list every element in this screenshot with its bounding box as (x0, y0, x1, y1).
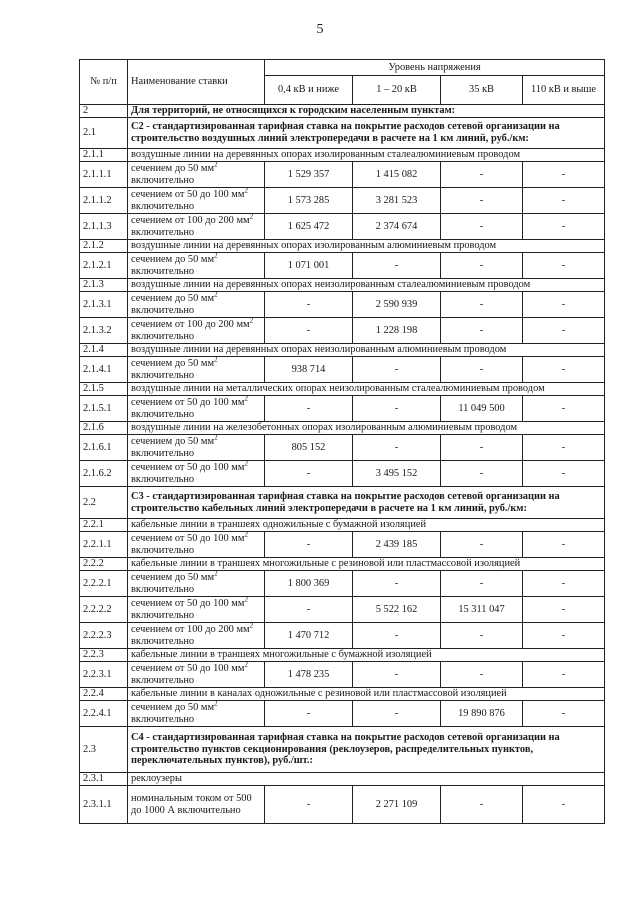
rate-value: - (353, 662, 441, 688)
table-row (80, 727, 605, 773)
row-number: 2.2 (80, 487, 128, 519)
rate-value: - (441, 357, 523, 383)
rate-value: - (523, 357, 605, 383)
superscript: 2 (244, 186, 248, 195)
rate-value: - (523, 461, 605, 487)
rate-value: 1 800 369 (265, 571, 353, 597)
section-title: реклоузеры (128, 773, 605, 786)
rate-name: сечением от 50 до 100 $мм^2$ включительно (128, 461, 265, 487)
row-number: 2.1.6.1 (80, 435, 128, 461)
rate-value: - (265, 396, 353, 422)
rate-name: сечением до 50 $мм^2$ включительно (128, 701, 265, 727)
superscript: 2 (214, 355, 218, 364)
rate-value: - (353, 623, 441, 649)
row-number: 2.2.4.1 (80, 701, 128, 727)
table-row (80, 701, 605, 727)
rate-name: сечением от 100 до 200 $мм^2$ включительно (128, 623, 265, 649)
row-number: 2.3.1 (80, 773, 128, 786)
row-number: 2.1.1.3 (80, 214, 128, 240)
rate-value: - (441, 318, 523, 344)
rate-value: 1 573 285 (265, 188, 353, 214)
table-row (80, 532, 605, 558)
row-number: 2.1.5 (80, 383, 128, 396)
rate-value: - (441, 188, 523, 214)
row-number: 2.1.2.1 (80, 253, 128, 279)
rate-value: 11 049 500 (441, 396, 523, 422)
superscript: 2 (244, 459, 248, 468)
rate-value: - (523, 318, 605, 344)
superscript: 2 (214, 699, 218, 708)
row-number: 2.1.1.2 (80, 188, 128, 214)
col-header-v1: 0,4 кВ и ниже (265, 76, 353, 105)
table-row (80, 435, 605, 461)
table-row (80, 162, 605, 188)
superscript: 2 (244, 595, 248, 604)
section-title: С4 - стандартизированная тарифная ставка на покрытие расходов сетевой организации на строительство пунктов секционирования (реклоузеров, распределительных пунктов, переключательных пунктов), руб./шт.: (128, 727, 605, 773)
rate-value: - (523, 253, 605, 279)
rate-value: 805 152 (265, 435, 353, 461)
rate-value: - (265, 701, 353, 727)
table-row (80, 649, 605, 662)
table-row (80, 623, 605, 649)
superscript: 2 (214, 290, 218, 299)
table-row (80, 597, 605, 623)
rate-value: - (441, 162, 523, 188)
superscript: 2 (214, 569, 218, 578)
rate-name: номинальным током от 500 до 1000 А включительно (128, 786, 265, 824)
rate-value: - (353, 396, 441, 422)
rate-value: - (523, 786, 605, 824)
row-number: 2.1.3 (80, 279, 128, 292)
rate-value: 15 311 047 (441, 597, 523, 623)
section-title: воздушные линии на деревянных опорах изолированным сталеалюминиевым проводом (128, 149, 605, 162)
table-row (80, 357, 605, 383)
superscript: 2 (244, 394, 248, 403)
rate-value: - (523, 292, 605, 318)
row-number: 2.1.1.1 (80, 162, 128, 188)
rate-value: - (523, 571, 605, 597)
rate-value: - (523, 662, 605, 688)
superscript: 2 (244, 530, 248, 539)
rate-name: сечением от 50 до 100 $мм^2$ включительно (128, 188, 265, 214)
rate-value: - (441, 532, 523, 558)
rate-name: сечением от 50 до 100 $мм^2$ включительно (128, 597, 265, 623)
table-row (80, 149, 605, 162)
row-number: 2.1.6 (80, 422, 128, 435)
superscript: 2 (214, 160, 218, 169)
col-header-v4: 110 кВ и выше (523, 76, 605, 105)
rate-value: - (441, 214, 523, 240)
rate-value: 1 478 235 (265, 662, 353, 688)
row-number: 2.1.3.1 (80, 292, 128, 318)
header-row (80, 60, 605, 76)
row-number: 2.1 (80, 118, 128, 149)
section-title: воздушные линии на деревянных опорах изолированным алюминиевым проводом (128, 240, 605, 253)
table-row (80, 188, 605, 214)
rate-value: - (523, 396, 605, 422)
table-row (80, 344, 605, 357)
rate-value: 1 071 001 (265, 253, 353, 279)
row-number: 2.2.2.3 (80, 623, 128, 649)
rate-name: сечением до 50 $мм^2$ включительно (128, 357, 265, 383)
table-row (80, 105, 605, 118)
col-header-voltage-level: Уровень напряжения (265, 60, 605, 76)
table-row (80, 292, 605, 318)
rate-value: - (523, 435, 605, 461)
row-number: 2.2.1.1 (80, 532, 128, 558)
row-number: 2.2.2.1 (80, 571, 128, 597)
row-number: 2.3 (80, 727, 128, 773)
rate-value: - (353, 701, 441, 727)
superscript: 2 (249, 212, 254, 221)
superscript: 2 (214, 251, 218, 260)
rate-value: - (441, 662, 523, 688)
col-header-name: Наименование ставки (128, 60, 265, 105)
section-title: воздушные линии на железобетонных опорах изолированным алюминиевым проводом (128, 422, 605, 435)
row-number: 2.1.1 (80, 149, 128, 162)
rate-name: сечением до 50 $мм^2$ включительно (128, 435, 265, 461)
rate-name: сечением от 50 до 100 $мм^2$ включительно (128, 532, 265, 558)
section-title: воздушные линии на деревянных опорах неизолированным сталеалюминиевым проводом (128, 279, 605, 292)
row-number: 2.2.3 (80, 649, 128, 662)
col-header-v3: 35 кВ (441, 76, 523, 105)
rate-value: - (353, 571, 441, 597)
table-row (80, 519, 605, 532)
rate-value: - (441, 786, 523, 824)
rate-value: - (441, 461, 523, 487)
rate-value: - (265, 318, 353, 344)
section-title: кабельные линии в траншеях многожильные с бумажной изоляцией (128, 649, 605, 662)
rate-value: - (265, 597, 353, 623)
table-row (80, 396, 605, 422)
rate-value: - (353, 435, 441, 461)
table-row (80, 571, 605, 597)
rate-value: 1 228 198 (353, 318, 441, 344)
row-number: 2.1.4.1 (80, 357, 128, 383)
rate-value: 1 415 082 (353, 162, 441, 188)
superscript: 2 (249, 621, 254, 630)
rate-value: - (523, 623, 605, 649)
rate-name: сечением до 50 $мм^2$ включительно (128, 162, 265, 188)
table-row (80, 786, 605, 824)
table-row (80, 773, 605, 786)
rate-value: 938 714 (265, 357, 353, 383)
rate-value: 3 495 152 (353, 461, 441, 487)
rate-value: - (523, 214, 605, 240)
row-number: 2.1.5.1 (80, 396, 128, 422)
table-row (80, 279, 605, 292)
rate-value: 1 625 472 (265, 214, 353, 240)
rate-value: 2 590 939 (353, 292, 441, 318)
rate-value: 5 522 162 (353, 597, 441, 623)
rate-value: - (523, 162, 605, 188)
rate-name: сечением до 50 $мм^2$ включительно (128, 571, 265, 597)
rate-name: сечением от 100 до 200 $мм^2$ включительно (128, 214, 265, 240)
rate-value: 3 281 523 (353, 188, 441, 214)
rate-value: - (353, 357, 441, 383)
table-row (80, 422, 605, 435)
rate-value: 19 890 876 (441, 701, 523, 727)
row-number: 2.1.4 (80, 344, 128, 357)
row-number: 2.2.2 (80, 558, 128, 571)
rate-value: - (441, 435, 523, 461)
rate-name: сечением от 50 до 100 $мм^2$ включительно (128, 662, 265, 688)
section-title: кабельные линии в траншеях многожильные с резиновой или пластмассовой изоляцией (128, 558, 605, 571)
section-title: кабельные линии в траншеях одножильные с бумажной изоляцией (128, 519, 605, 532)
rate-value: 2 439 185 (353, 532, 441, 558)
section-title: С2 - стандартизированная тарифная ставка на покрытие расходов сетевой организации на строительство воздушных линий электропередачи в расчете на 1 км линий, руб./км: (128, 118, 605, 149)
row-number: 2.2.2.2 (80, 597, 128, 623)
rate-value: - (523, 188, 605, 214)
table-row (80, 253, 605, 279)
rate-value: - (441, 571, 523, 597)
table-row (80, 487, 605, 519)
rate-value: - (523, 532, 605, 558)
section-title: С3 - стандартизированная тарифная ставка на покрытие расходов сетевой организации на строительство кабельных линий электропередачи в расчете на 1 км линий, руб./км: (128, 487, 605, 519)
rate-value: - (523, 597, 605, 623)
superscript: 2 (244, 660, 248, 669)
row-number: 2.3.1.1 (80, 786, 128, 824)
rate-name: сечением до 50 $мм^2$ включительно (128, 292, 265, 318)
rate-value: - (353, 253, 441, 279)
table-row (80, 318, 605, 344)
page-number: 5 (316, 22, 324, 37)
row-number: 2.2.3.1 (80, 662, 128, 688)
section-title: кабельные линии в каналах одножильные с резиновой или пластмассовой изоляцией (128, 688, 605, 701)
rate-value: - (441, 623, 523, 649)
section-title: воздушные линии на деревянных опорах неизолированным алюминиевым проводом (128, 344, 605, 357)
section-title: воздушные линии на металлических опорах неизолированным сталеалюминиевым проводом (128, 383, 605, 396)
row-number: 2.1.3.2 (80, 318, 128, 344)
row-number: 2.2.4 (80, 688, 128, 701)
rate-value: 1 470 712 (265, 623, 353, 649)
row-number: 2 (80, 105, 128, 118)
rate-value: - (523, 701, 605, 727)
row-number: 2.1.2 (80, 240, 128, 253)
rate-value: 2 271 109 (353, 786, 441, 824)
rate-value: - (441, 292, 523, 318)
rate-value: - (265, 461, 353, 487)
rate-value: - (441, 253, 523, 279)
tariff-table (79, 59, 605, 824)
table-row (80, 662, 605, 688)
table-row (80, 240, 605, 253)
col-header-v2: 1 – 20 кВ (353, 76, 441, 105)
table-row (80, 688, 605, 701)
table-row (80, 118, 605, 149)
rate-value: - (265, 532, 353, 558)
rate-value: 2 374 674 (353, 214, 441, 240)
table-row (80, 461, 605, 487)
table-row (80, 558, 605, 571)
rate-name: сечением от 50 до 100 $мм^2$ включительно (128, 396, 265, 422)
superscript: 2 (214, 433, 218, 442)
superscript: 2 (249, 316, 254, 325)
col-header-num: № п/п (80, 60, 128, 105)
rate-name: сечением от 100 до 200 $мм^2$ включительно (128, 318, 265, 344)
rate-name: сечением до 50 $мм^2$ включительно (128, 253, 265, 279)
row-number: 2.2.1 (80, 519, 128, 532)
table-row (80, 383, 605, 396)
row-number: 2.1.6.2 (80, 461, 128, 487)
table-row (80, 214, 605, 240)
rate-value: 1 529 357 (265, 162, 353, 188)
section-title: Для территорий, не относящихся к городским населенным пунктам: (128, 105, 605, 118)
rate-value: - (265, 786, 353, 824)
rate-value: - (265, 292, 353, 318)
